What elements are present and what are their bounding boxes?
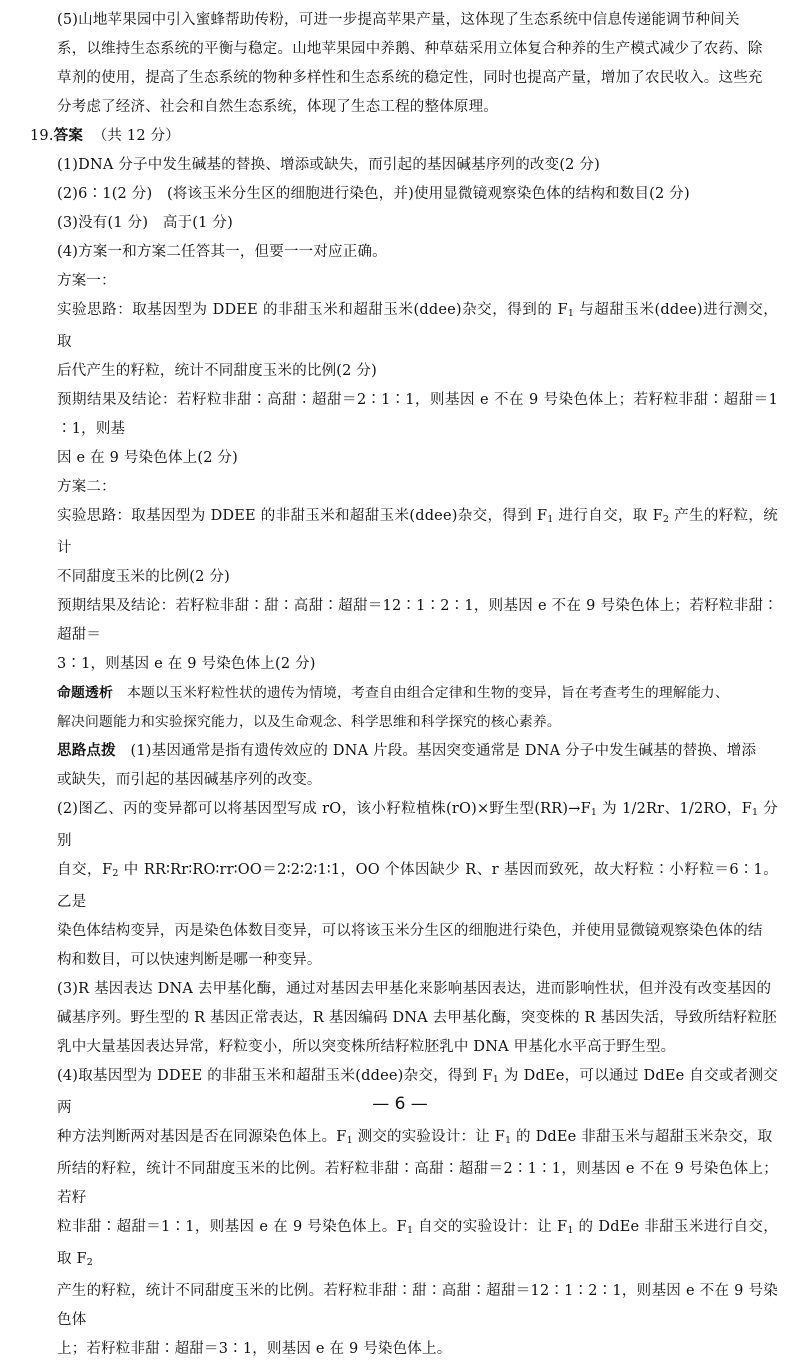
text-run: 为 DdEe，可以通过 DdEe 自交或者测交两	[57, 1068, 778, 1116]
text-run: (4)取基因型为 DDEE 的非甜玉米和超甜玉米(ddee)杂交，得到 F	[57, 1068, 493, 1084]
plan1-result-cont: 因 e 在 9 号染色体上(2 分)	[57, 450, 238, 466]
hint-3: (3)R 基因表达 DNA 去甲基化酶，通过对基因去甲基化来影响基因表达，进而影响性状，但并没有改变基因的	[57, 981, 772, 997]
text-run: 分别	[57, 801, 778, 849]
q19-answer-1: (1)DNA 分子中发生碱基的替换、增添或缺失，而引起的基因碱基序列的改变(2 分)	[57, 157, 600, 173]
q18-p5-line: 系，以维持生态系统的平衡与稳定。山地苹果园中养鹅、种草菇采用立体复合种养的生产模式减少了农药、除	[57, 41, 763, 57]
text-run: 中 RR∶Rr∶RO∶rr∶OO＝2∶2∶2∶1∶1，OO 个体因缺少 R、r 基因而致死，故大籽粒∶小籽粒＝6∶1。乙是	[57, 862, 778, 910]
hint-2-cont: 构和数目，可以快速判断是哪一种变异。	[57, 952, 322, 968]
document-page	[30, 6, 778, 1364]
text-run: 进行自交，取 F	[553, 508, 663, 524]
subscript: 1	[752, 807, 759, 818]
hints-label: 思路点拨	[57, 743, 116, 759]
q19-header	[30, 122, 778, 151]
subscript: 1	[492, 1074, 500, 1085]
plan2-title: 方案二：	[57, 479, 116, 495]
hint-4-cont	[30, 1213, 778, 1277]
subscript: 1	[547, 514, 554, 525]
hint-4-cont: 上；若籽粒非甜∶超甜＝3∶1，则基因 e 在 9 号染色体上。	[57, 1341, 452, 1357]
subscript: 1	[406, 1225, 414, 1236]
plan1-title: 方案一：	[57, 273, 116, 289]
q19-number: 19.	[30, 128, 54, 144]
plan1-result: 预期结果及结论：若籽粒非甜∶高甜∶超甜＝2∶1∶1，则基因 e 不在 9 号染色体上；若籽粒非甜∶超甜＝1∶1，则基	[57, 392, 778, 437]
page-number: — 6 —	[372, 1094, 428, 1114]
text-run: 种方法判断两对基因是否在同源染色体上。F	[57, 1129, 347, 1145]
text-run: 的 DdEe 非甜玉米进行自交，取 F	[57, 1219, 778, 1267]
q19-score: （共 12 分）	[92, 128, 180, 144]
text-run: 测交的实验设计：让 F	[352, 1129, 505, 1145]
hint-3-cont: 乳中大量基因表达异常，籽粒变小，所以突变株所结籽粒胚乳中 DNA 甲基化水平高于野生型。	[57, 1039, 676, 1055]
plan1-idea	[30, 296, 778, 357]
hint-1-cont: 或缺失，而引起的基因碱基序列的改变。	[57, 772, 322, 788]
text-run: 产生的籽粒，统计	[57, 508, 778, 556]
text-run: 本题以玉米籽粒性状的遗传为情境，考查自由组合定律和生物的变异，旨在考查考生的理解能力、	[113, 685, 729, 701]
hint-3-cont: 碱基序列。野生型的 R 基因正常表达，R 基因编码 DNA 去甲基化酶，突变株的 R 基因失活，导致所结籽粒胚	[57, 1010, 777, 1026]
text-run: 的 DdEe 非甜玉米与超甜玉米杂交，取	[511, 1129, 773, 1145]
subscript: 1	[590, 807, 598, 818]
plan2-idea	[30, 502, 778, 563]
text-run: 与超甜玉米(ddee)进行测交，取	[57, 302, 778, 350]
subscript: 2	[86, 1257, 94, 1268]
text-run: (2)图乙、丙的变异都可以将基因型写成 rO，该小籽粒植株(rO)×野生型(RR)→F	[57, 801, 591, 817]
plan1-idea-cont: 后代产生的籽粒，统计不同甜度玉米的比例(2 分)	[57, 363, 377, 379]
subscript: 1	[346, 1135, 353, 1146]
subscript: 1	[567, 308, 575, 319]
plan2-idea-cont: 不同甜度玉米的比例(2 分)	[57, 569, 230, 585]
hint-4-cont	[30, 1123, 778, 1155]
q18-p5-line: (5)山地苹果园中引入蜜蜂帮助传粉，可进一步提高苹果产量，这体现了生态系统中信息传递能调节种间关	[57, 12, 740, 28]
hint-4-cont: 产生的籽粒，统计不同甜度玉米的比例。若籽粒非甜∶甜∶高甜∶超甜＝12∶1∶2∶1，则基因 e 不在 9 号染色体	[57, 1283, 778, 1328]
text-run: 实验思路：取基因型为 DDEE 的非甜玉米和超甜玉米(ddee)杂交，得到 F	[57, 508, 548, 524]
analysis-label: 命题透析	[57, 685, 113, 701]
q19-answer-2: (2)6∶1(2 分) (将该玉米分生区的细胞进行染色，并)使用显微镜观察染色体的结构和数目(2 分)	[57, 186, 690, 202]
q18-p5-line: 草剂的使用，提高了生态系统的物种多样性和生态系统的稳定性，同时也提高产量，增加了农民收入。这些充	[57, 70, 763, 86]
q19-answer-4: (4)方案一和方案二任答其一，但要一一对应正确。	[57, 244, 387, 260]
analysis-paragraph	[30, 679, 778, 708]
q18-p5-line: 分考虑了经济、社会和自然生态系统，体现了生态工程的整体原理。	[57, 99, 498, 115]
plan2-result: 预期结果及结论：若籽粒非甜∶甜∶高甜∶超甜＝12∶1∶2∶1，则基因 e 不在 9 号染色体上；若籽粒非甜∶超甜＝	[57, 598, 778, 643]
hint-2-cont	[30, 856, 778, 917]
text-run: 为 1/2Rr、1/2RO，F	[597, 801, 753, 817]
subscript: 1	[505, 1135, 512, 1146]
hint-2-cont: 染色体结构变异，丙是染色体数目变异，可以将该玉米分生区的细胞进行染色，并使用显微镜观察染色体的结	[57, 923, 763, 939]
subscript: 2	[662, 514, 670, 525]
hint-4-cont: 所结的籽粒，统计不同甜度玉米的比例。若籽粒非甜∶高甜∶超甜＝2∶1∶1，则基因 e 不在 9 号染色体上；若籽	[57, 1161, 778, 1206]
hint-2	[30, 795, 778, 856]
text-run: (1)基因通常是指有遗传效应的 DNA 片段。基因突变通常是 DNA 分子中发生碱基的替换、增添	[115, 743, 757, 759]
analysis-paragraph-cont: 解决问题能力和实验探究能力，以及生命观念、科学思维和科学探究的核心素养。	[57, 714, 561, 730]
text-run: 自交的实验设计：让 F	[413, 1219, 568, 1235]
subscript: 1	[567, 1225, 574, 1236]
subscript: 2	[112, 868, 119, 879]
text-run: 自交，F	[57, 862, 113, 878]
hint-1	[30, 737, 778, 766]
text-run: 粒非甜∶超甜＝1∶1，则基因 e 在 9 号染色体上。F	[57, 1219, 407, 1235]
q19-answer-3: (3)没有(1 分) 高于(1 分)	[57, 215, 233, 231]
q19-answer-label: 答案	[53, 128, 84, 144]
plan2-result-cont: 3∶1，则基因 e 在 9 号染色体上(2 分)	[57, 656, 316, 672]
text-run: 实验思路：取基因型为 DDEE 的非甜玉米和超甜玉米(ddee)杂交，得到的 F	[57, 302, 568, 318]
